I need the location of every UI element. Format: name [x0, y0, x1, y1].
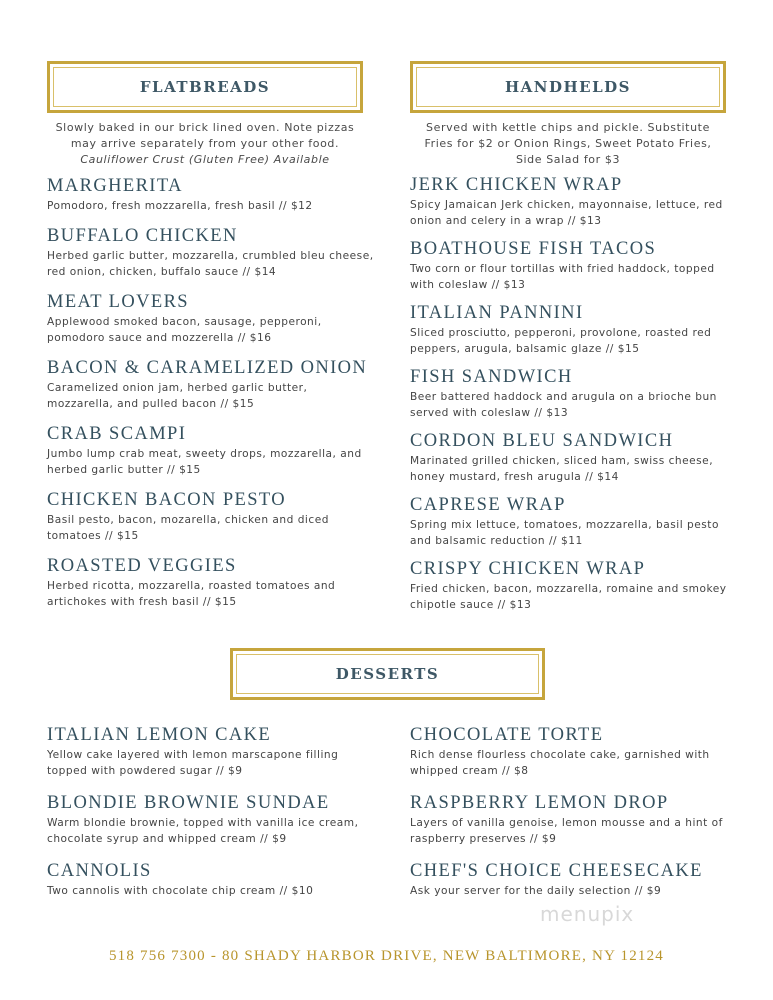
item-name: JERK CHICKEN WRAP: [410, 175, 623, 195]
menu-item: [47, 423, 377, 478]
item-desc: Marinated grilled chicken, sliced ham, swiss cheese, honey mustard, fresh arugula // $14: [410, 455, 714, 483]
item-desc: Sliced prosciutto, pepperoni, provolone, roasted red peppers, arugula, balsamic glaze // $15: [410, 327, 712, 355]
note-text: Slowly baked in our brick lined oven. Note pizzas may arrive separately from your other food.: [55, 121, 355, 150]
item-name: CRAB SCAMPI: [47, 424, 187, 444]
menu-item: [410, 366, 740, 421]
item-name: CHEF'S CHOICE CHEESECAKE: [410, 861, 703, 881]
item-name: CORDON BLEU SANDWICH: [410, 431, 674, 451]
menu-item: [47, 792, 377, 847]
desserts-right-list: [410, 724, 740, 910]
item-desc: Spring mix lettuce, tomatoes, mozzarella, basil pesto and balsamic reduction // $11: [410, 519, 719, 547]
item-desc: Warm blondie brownie, topped with vanilla ice cream, chocolate syrup and whipped cream // $9: [47, 817, 359, 845]
item-desc: Fried chicken, bacon, mozzarella, romaine and smokey chipotle sauce // $13: [410, 583, 727, 611]
menu-item: [410, 238, 740, 293]
menu-item: [47, 291, 377, 346]
item-name: CHOCOLATE TORTE: [410, 725, 604, 745]
item-desc: Pomodoro, fresh mozzarella, fresh basil // $12: [47, 200, 313, 212]
item-desc: Spicy Jamaican Jerk chicken, mayonnaise, lettuce, red onion and celery in a wrap // $13: [410, 199, 723, 227]
item-name: BLONDIE BROWNIE SUNDAE: [47, 793, 330, 813]
menu-item: [410, 302, 740, 357]
handhelds-note: [410, 120, 726, 168]
flatbreads-header: [47, 61, 363, 113]
item-name: ROASTED VEGGIES: [47, 556, 237, 576]
desserts-header: [230, 648, 545, 700]
item-name: RASPBERRY LEMON DROP: [410, 793, 669, 813]
item-name: BACON & CARAMELIZED ONION: [47, 358, 368, 378]
item-name: MARGHERITA: [47, 176, 183, 196]
menu-item: [47, 860, 377, 899]
menu-item: [410, 494, 740, 549]
item-name: BUFFALO CHICKEN: [47, 226, 238, 246]
item-name: ITALIAN PANNINI: [410, 303, 584, 323]
item-desc: Caramelized onion jam, herbed garlic butter, mozzarella, and pulled bacon // $15: [47, 382, 308, 410]
menu-item: [47, 357, 377, 412]
note-italic: Cauliflower Crust (Gluten Free) Available: [80, 153, 330, 166]
menu-item: [47, 489, 377, 544]
handhelds-list: [410, 174, 740, 624]
item-name: BOATHOUSE FISH TACOS: [410, 239, 657, 259]
item-desc: Jumbo lump crab meat, sweety drops, mozzarella, and herbed garlic butter // $15: [47, 448, 362, 476]
footer-contact: 518 756 7300 - 80 SHADY HARBOR DRIVE, NEW BALTIMORE, NY 12124: [108, 948, 664, 964]
menu-item: [47, 175, 377, 214]
item-desc: Applewood smoked bacon, sausage, pepperoni, pomodoro sauce and mozzerella // $16: [47, 316, 322, 344]
item-desc: Yellow cake layered with lemon marscapone filling topped with powdered sugar // $9: [47, 749, 339, 777]
item-desc: Layers of vanilla genoise, lemon mousse and a hint of raspberry preserves // $9: [410, 817, 723, 845]
menu-item: [410, 724, 740, 779]
menu-item: [410, 174, 740, 229]
flatbreads-note: [47, 120, 363, 168]
item-desc: Ask your server for the daily selection // $9: [410, 885, 662, 897]
menu-item: [410, 558, 740, 613]
menu-item: [410, 792, 740, 847]
item-name: FISH SANDWICH: [410, 367, 573, 387]
desserts-left-list: [47, 724, 377, 910]
item-desc: Herbed ricotta, mozzarella, roasted tomatoes and artichokes with fresh basil // $15: [47, 580, 336, 608]
item-name: ITALIAN LEMON CAKE: [47, 725, 272, 745]
menu-item: [410, 860, 740, 899]
menu-item: [410, 430, 740, 485]
section-title: DESSERTS: [335, 665, 440, 683]
section-title: HANDHELDS: [504, 78, 632, 96]
menu-item: [47, 225, 377, 280]
menu-item: [47, 555, 377, 610]
item-desc: Two corn or flour tortillas with fried haddock, topped with coleslaw // $13: [410, 263, 715, 291]
item-desc: Herbed garlic butter, mozzarella, crumbled bleu cheese, red onion, chicken, buffalo sauce // $14: [47, 250, 374, 278]
item-name: CAPRESE WRAP: [410, 495, 566, 515]
section-title: FLATBREADS: [139, 78, 271, 96]
item-name: MEAT LOVERS: [47, 292, 190, 312]
item-name: CANNOLIS: [47, 861, 152, 881]
item-desc: Two cannolis with chocolate chip cream // $10: [47, 885, 314, 897]
item-desc: Basil pesto, bacon, mozarella, chicken and diced tomatoes // $15: [47, 514, 329, 542]
item-name: CRISPY CHICKEN WRAP: [410, 559, 646, 579]
item-name: CHICKEN BACON PESTO: [47, 490, 287, 510]
menu-item: [47, 724, 377, 779]
watermark: menupix: [540, 902, 635, 926]
note-text: Served with kettle chips and pickle. Substitute Fries for $2 or Onion Rings, Sweet Potato Fries, Side Salad for $3: [424, 121, 712, 166]
handhelds-header: [410, 61, 726, 113]
item-desc: Rich dense flourless chocolate cake, garnished with whipped cream // $8: [410, 749, 710, 777]
flatbreads-list: [47, 175, 377, 621]
item-desc: Beer battered haddock and arugula on a brioche bun served with coleslaw // $13: [410, 391, 717, 419]
